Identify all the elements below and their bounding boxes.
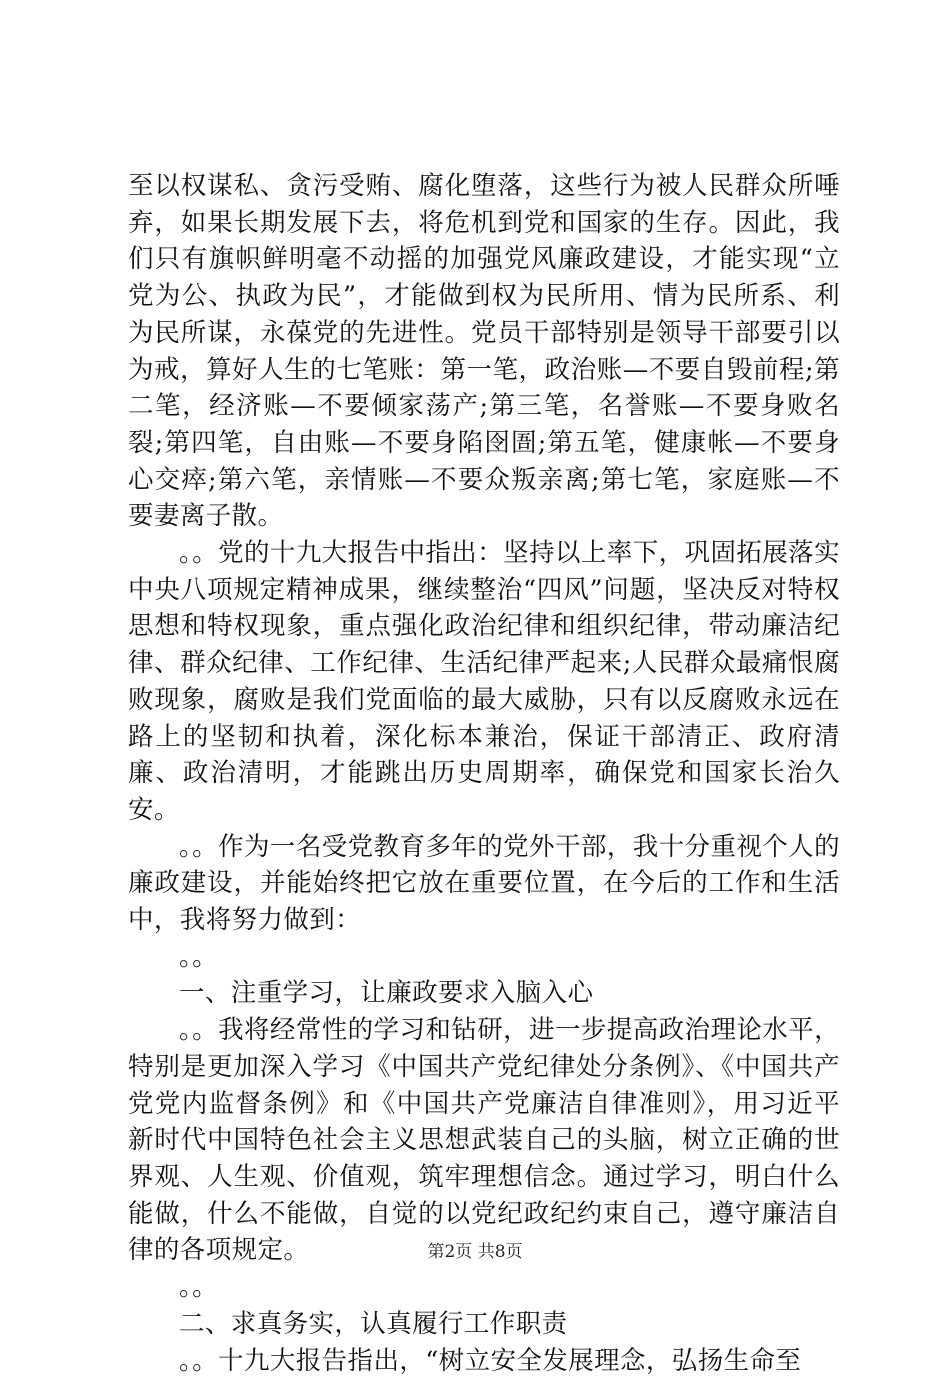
section-heading-study: 一、注重学习，让廉政要求入脑入心 <box>128 975 840 1012</box>
paragraph-continued: 至以权谋私、贪污受贿、腐化堕落，这些行为被人民群众所唾弃，如果长期发展下去，将危机到党和国家的生存。因此，我们只有旗帜鲜明毫不动摇的加强党风廉政建设，才能实现“立党为公、执政为民”，才能做到权为民所用、情为民所系、利为民所谋，永葆党的先进性。党员干部特别是领导干部要引以为戒，算好人生的七笔账：第一笔，政治账—不要自毁前程;第二笔，经济账—不要倾家荡产;第三笔，名誉账—不要身败名裂;第四笔，自由账—不要身陷囹圄;第五笔，健康帐—不要身心交瘁;第六笔，亲情账—不要众叛亲离;第七笔，家庭账—不要妻离子散。 <box>128 168 840 535</box>
paragraph-nineteenth-congress: 。。党的十九大报告中指出：坚持以上率下，巩固拓展落实中央八项规定精神成果，继续整治“四风”问题，坚决反对特权思想和特权现象，重点强化政治纪律和组织纪律，带动廉洁纪律、群众纪律、工作纪律、生活纪律严起来;人民群众最痛恨腐败现象，腐败是我们党面临的最大威胁，只有以反腐败永远在路上的坚韧和执着，深化标本兼治，保证干部清正、政府清廉、政治清明，才能跳出历史周期率，确保党和国家长治久安。 <box>128 535 840 829</box>
paragraph-personal-commitment: 。。作为一名受党教育多年的党外干部，我十分重视个人的廉政建设，并能始终把它放在重要位置，在今后的工作和生活中，我将努力做到： <box>128 829 840 939</box>
section-heading-duties: 二、求真务实，认真履行工作职责 <box>128 1306 840 1343</box>
paragraph-study: 。。我将经常性的学习和钻研，进一步提高政治理论水平，特别是更加深入学习《中国共产党纪律处分条例》、《中国共产党党内监督条例》和《中国共产党廉洁自律准则》，用习近平新时代中国特色社会主义思想武装自己的头脑，树立正确的世界观、人生观、价值观，筑牢理想信念。通过学习，明白什么能做，什么不能做，自觉的以党纪政纪约束自己，遵守廉洁自律的各项规定。 <box>128 1012 840 1269</box>
paragraph-duties: 。。十九大报告指出，“树立安全发展理念，弘扬生命至 <box>128 1343 840 1379</box>
paragraph-separator: 。。 <box>128 939 840 976</box>
page-number-footer: 第2页 共8页 <box>0 1240 950 1264</box>
document-body <box>128 168 840 1379</box>
paragraph-separator: 。。 <box>128 1269 840 1306</box>
